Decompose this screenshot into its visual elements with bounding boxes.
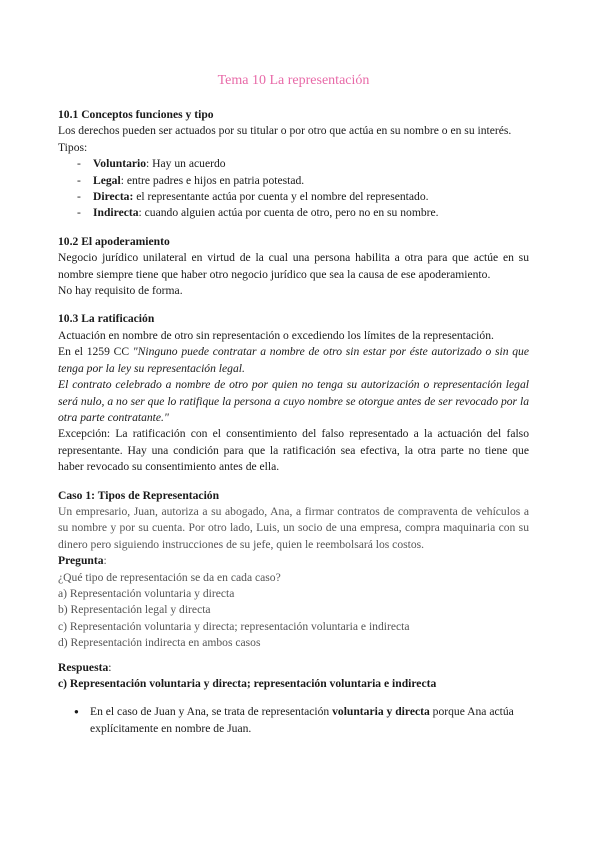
explanation-suffix: porque Ana actúa explícitamente en nombre de Juan. (90, 705, 514, 735)
section-3-definition: Actuación en nombre de otro sin representación o excediendo los límites de la representación. (58, 328, 494, 342)
explanation-item (58, 704, 529, 737)
excepcion-paragraph: Excepción: La ratificación con el consentimiento del falso representado a la actuación del falso representante. Hay una condición para que la ratificación sea efectiva, la otra parte no tiene que haber revocado su consentimiento antes de ella. (58, 427, 529, 474)
tipos-label: Tipos: (58, 140, 88, 154)
list-item-term: Directa: (93, 190, 134, 204)
answer-option: a) Representación voluntaria y directa (58, 586, 235, 600)
answer-label-text: Respuesta (58, 660, 109, 674)
section-heading-3: 10.3 La ratificación (58, 312, 155, 326)
answer-label (58, 660, 529, 676)
section-2-paragraph: Negocio jurídico unilateral en virtud de la cual una persona habilita a otra para que actúe en su nombre siempre tiene que haber otro negocio jurídico que sea la causa de ese apoderamiento. (58, 251, 529, 281)
tipos-list (58, 156, 529, 222)
explanation-bold: voluntaria y directa (332, 705, 430, 719)
document-page (58, 72, 529, 737)
explanation-list (58, 704, 529, 737)
section-2-note: No hay requisito de forma. (58, 284, 183, 298)
answer-option: d) Representación indirecta en ambos casos (58, 636, 261, 650)
civil-code-quote (58, 344, 529, 377)
list-item-term: Indirecta (93, 206, 139, 220)
section-1-paragraph: Los derechos pueden ser actuados por su titular o por otro que actúa en su nombre o en su interés. (58, 124, 512, 138)
civil-code-prefix: En el 1259 CC (58, 345, 133, 359)
civil-code-quote-text: "Ninguno puede contratar a nombre de otro sin estar por éste autorizado o sin que tenga por la ley su representación legal. (58, 345, 529, 375)
list-item (58, 189, 529, 205)
answer-option: c) Representación voluntaria y directa; representación voluntaria e indirecta (58, 619, 410, 633)
section-heading-2: 10.2 El apoderamiento (58, 234, 170, 248)
list-item-text: : cuando alguien actúa por cuenta de otro, pero no en su nombre. (138, 206, 439, 220)
case-text: Un empresario, Juan, autoriza a su abogado, Ana, a firmar contratos de compraventa de vehículos a su nombre y por su cuenta. Por otro lado, Luis, un socio de una empresa, compra maquinaria con su dinero pero siguiendo instrucciones de su jefe, quien le reembolsará los costos. (58, 504, 529, 551)
question-label-text: Pregunta (58, 554, 104, 568)
list-item-text: : Hay un acuerdo (146, 157, 226, 171)
section-heading-1: 10.1 Conceptos funciones y tipo (58, 108, 214, 121)
answer-label-colon: : (108, 660, 112, 674)
case-heading: Caso 1: Tipos de Representación (58, 488, 220, 502)
list-item-text: el representante actúa por cuenta y el nombre del representado. (133, 190, 429, 204)
list-item-text: : entre padres e hijos en patria potestad. (120, 173, 305, 187)
list-item (58, 205, 529, 221)
civil-code-quote-continued: El contrato celebrado a nombre de otro por quien no tenga su autorización o representación legal será nulo, a no ser que lo ratifique la persona a cuyo nombre se otorgue antes de ser revocado por la otra parte contratante." (58, 378, 529, 424)
answer-text: c) Representación voluntaria y directa; representación voluntaria e indirecta (58, 677, 437, 690)
explanation-prefix: En el caso de Juan y Ana, se trata de representación (90, 705, 333, 719)
list-item-term: Voluntario (93, 157, 147, 171)
document-title: Tema 10 La representación (217, 73, 370, 88)
list-item (58, 156, 529, 172)
question-label-colon: : (103, 554, 107, 568)
question-text: ¿Qué tipo de representación se da en cada caso? (58, 570, 281, 584)
list-item (58, 173, 529, 189)
answer-option: b) Representación legal y directa (58, 603, 211, 617)
question-label (58, 553, 529, 569)
list-item-term: Legal (93, 173, 121, 187)
